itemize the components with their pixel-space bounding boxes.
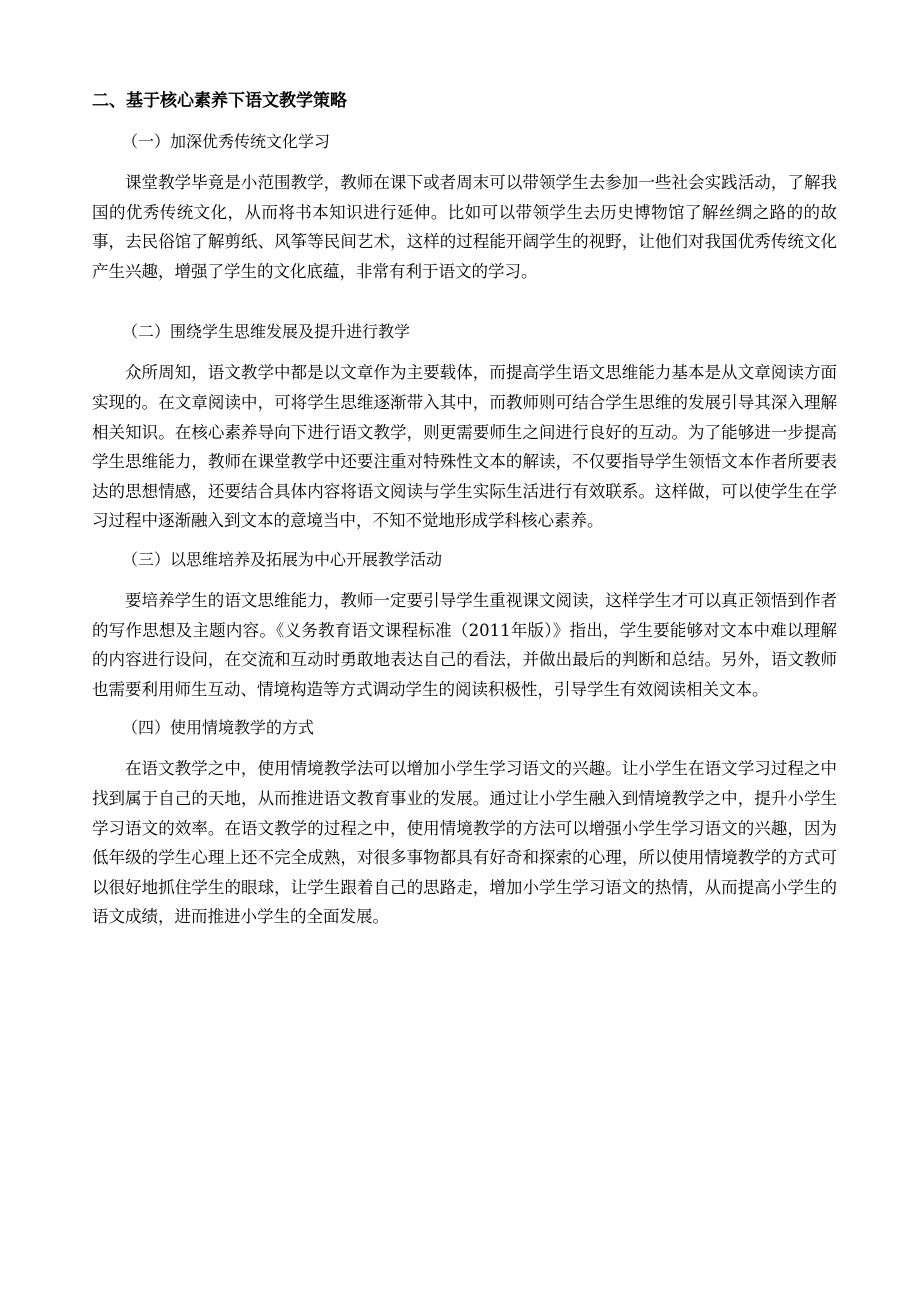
subsection-paragraph-4: 在语文教学之中，使用情境教学法可以增加小学生学习语文的兴趣。让小学生在语文学习过程之中找到属于自己的天地，从而推进语文教育事业的发展。通过让小学生融入到情境教学之中，提升小学生学习语文的效率。在语文教学的过程之中，使用情境教学的方法可以增强小学生学习语文的兴趣，因为低年级的学生心理上还不完全成熟，对很多事物都具有好奇和探索的心理，所以使用情境教学的方式可以很好地抓住学生的眼球，让学生跟着自己的思路走，增加小学生学习语文的热情，从而提高小学生的语文成绩，进而推进小学生的全面发展。 (92, 759, 837, 927)
section-title: 二、基于核心素养下语文教学策略 (92, 91, 347, 111)
subsection-heading-2: （二）围绕学生思维发展及提升进行教学 (122, 322, 411, 342)
subsection-paragraph-2: 众所周知，语文教学中都是以文章作为主要载体，而提高学生语文思维能力基本是从文章阅读方面实现的。在文章阅读中，可将学生思维逐渐带入其中，而教师则可结合学生思维的发展引导其深入理解相关知识。在核心素养导向下进行语文教学，则更需要师生之间进行良好的互动。为了能够进一步提高学生思维能力，教师在课堂教学中还要注重对特殊性文本的解读，不仅要指导学生领悟文本作者所要表达的思想情感，还要结合具体内容将语文阅读与学生实际生活进行有效联系。这样做，可以使学生在学习过程中逐渐融入到文本的意境当中，不知不觉地形成学科核心素养。 (92, 363, 837, 531)
subsection-paragraph-3: 要培养学生的语文思维能力，教师一定要引导学生重视课文阅读，这样学生才可以真正领悟到作者的写作思想及主题内容。《义务教育语文课程标准（2011年版）》指出，学生要能够对文本中难以理解的内容进行设问，在交流和互动时勇敢地表达自己的看法，并做出最后的判断和总结。另外，语文教师也需要利用师生互动、情境构造等方式调动学生的阅读积极性，引导学生有效阅读相关文本。 (92, 590, 837, 699)
document-body (92, 88, 837, 942)
subsection-heading-1: （一）加深优秀传统文化学习 (122, 132, 331, 151)
subsection-heading-4: （四）使用情境教学的方式 (122, 718, 315, 738)
paragraph-gap (92, 296, 837, 318)
subsection-heading-3: （三）以思维培养及拓展为中心开展教学活动 (122, 549, 443, 569)
subsection-paragraph-1: 课堂教学毕竟是小范围教学，教师在课下或者周末可以带领学生去参加一些社会实践活动，了解我国的优秀传统文化，从而将书本知识进行延伸。比如可以带领学生去历史博物馆了解丝绸之路的的故事，去民俗馆了解剪纸、风筝等民间艺术，这样的过程能开阔学生的视野，让他们对我国优秀传统文化产生兴趣，增强了学生的文化底蕴，非常有利于语文的学习。 (92, 173, 837, 281)
